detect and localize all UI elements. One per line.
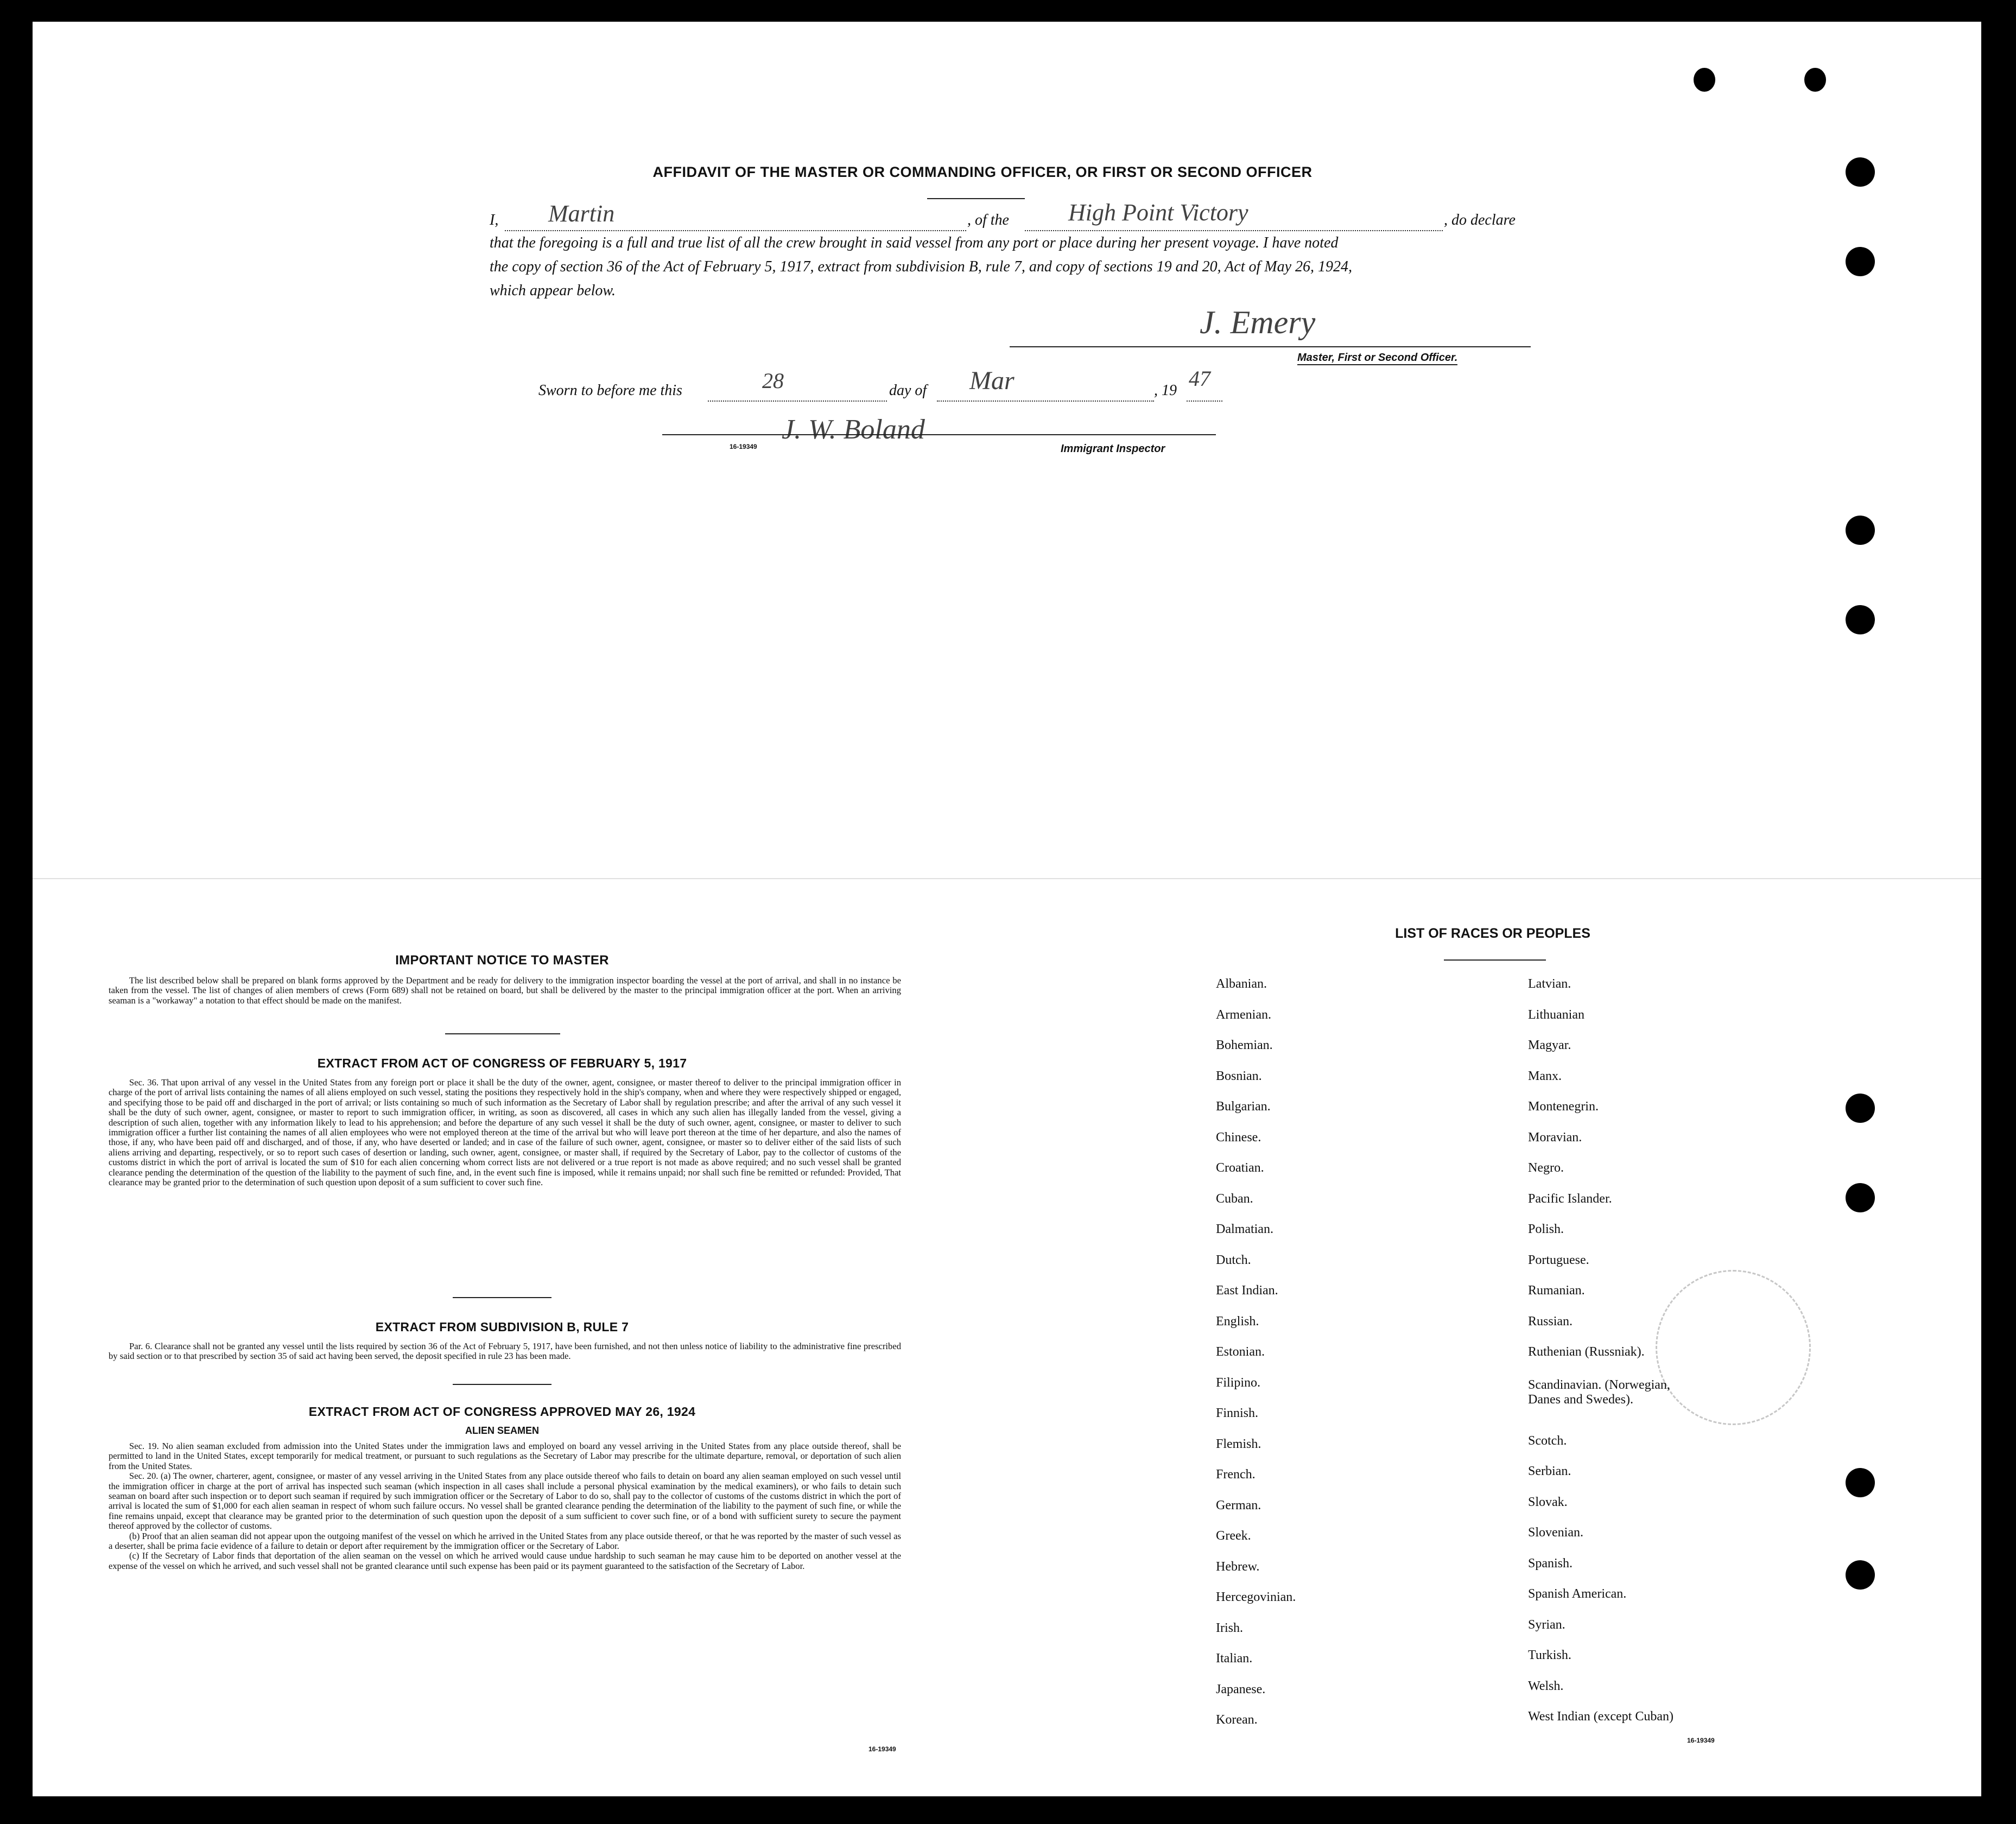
race-item: Scotch.	[1528, 1433, 1567, 1448]
race-item: Hercegovinian.	[1216, 1590, 1296, 1604]
race-item: Bosnian.	[1216, 1069, 1262, 1083]
race-item: Rumanian.	[1528, 1283, 1585, 1298]
rule-7-title: EXTRACT FROM SUBDIVISION B, RULE 7	[375, 1320, 629, 1334]
race-item: Welsh.	[1528, 1679, 1564, 1693]
races-divider	[1444, 959, 1546, 961]
master-name-handwriting: Martin	[548, 200, 615, 227]
race-item: Italian.	[1216, 1651, 1253, 1666]
sec-20c-paragraph: (c) If the Secretary of Labor finds that deportation of the alien seaman on the vessel on which he arrived would cause undue hardship to such seaman he may cause him to be deported on another vessel at the expense of the vessel on which he arrived, and such vessel shall not be granted clearance until such expense has been paid or its payment guaranteed to the satisfaction of the Secretary of Labor.	[109, 1550, 901, 1571]
notice-paragraph: The list described below shall be prepared on blank forms approved by the Department and be ready for delivery to the immigration inspector boarding the vessel at the port of arrival, and shall in no instance be taken from the vessel. The list of changes of alien members of crews (Form 689) shall not be retained on board, but shall be delivered by the master to the principal immigration officer at the port. When an arriving seaman is a "workaway" a notation to that effect should be made on the manifest.	[109, 975, 901, 1006]
race-item: Bohemian.	[1216, 1038, 1273, 1052]
race-item: Magyar.	[1528, 1038, 1571, 1052]
race-item: Estonian.	[1216, 1345, 1265, 1359]
extract-1924-subtitle: ALIEN SEAMEN	[465, 1425, 539, 1436]
race-item: Dalmatian.	[1216, 1222, 1273, 1236]
extract-1917-text	[109, 1078, 901, 1187]
race-item: Spanish.	[1528, 1556, 1573, 1571]
sworn-month-handwriting: Mar	[969, 366, 1015, 395]
document-page	[33, 22, 1981, 1796]
punch-hole	[1846, 157, 1875, 187]
punch-hole	[1846, 1468, 1875, 1497]
sec-20b-paragraph: (b) Proof that an alien seaman did not appear upon the outgoing manifest of the vessel on which he arrived in the United States from any place outside thereof, or that he was reported by the master of such vessel as a deserter, shall be prima facie evidence of a failure to detain or deport after requirement by the immigration officer or the Secretary of Labor.	[109, 1530, 901, 1552]
extract-1924-text	[109, 1441, 901, 1571]
punch-hole	[1846, 516, 1875, 545]
master-signature-caption: Master, First or Second Officer.	[1297, 352, 1457, 365]
race-item: Korean.	[1216, 1713, 1258, 1727]
punch-hole	[1694, 68, 1715, 92]
race-item: Croatian.	[1216, 1161, 1264, 1175]
race-item: Ruthenian (Russniak).	[1528, 1345, 1645, 1359]
i-label: I,	[490, 212, 499, 228]
race-item: Spanish American.	[1528, 1587, 1627, 1601]
day-of-label: day of	[889, 382, 927, 399]
races-title: LIST OF RACES OR PEOPLES	[1395, 926, 1590, 941]
race-item: Greek.	[1216, 1529, 1251, 1543]
punch-hole	[1846, 1094, 1875, 1123]
extract-1917-divider	[453, 1297, 551, 1298]
notice-title: IMPORTANT NOTICE TO MASTER	[395, 953, 609, 968]
race-item: Moravian.	[1528, 1130, 1582, 1145]
notice-form-number: 16-19349	[868, 1745, 896, 1753]
notice-divider	[445, 1033, 560, 1034]
punch-hole	[1804, 68, 1826, 92]
race-item: Bulgarian.	[1216, 1100, 1271, 1114]
faint-stamp	[1656, 1270, 1811, 1425]
master-signature-handwriting: J. Emery	[1200, 304, 1316, 340]
race-item: Cuban.	[1216, 1191, 1253, 1206]
race-item: Filipino.	[1216, 1375, 1261, 1390]
race-item: Flemish.	[1216, 1437, 1261, 1451]
vessel-name-field[interactable]	[1025, 199, 1443, 231]
declaration-line-3: which appear below.	[490, 282, 616, 299]
punch-hole	[1846, 1560, 1875, 1590]
race-item: Negro.	[1528, 1161, 1564, 1175]
race-item: Pacific Islander.	[1528, 1191, 1612, 1206]
race-item: Finnish.	[1216, 1406, 1259, 1420]
extract-1917-paragraph: Sec. 36. That upon arrival of any vessel in the United States from any foreign port or place it shall be the duty of the owner, agent, consignee, or master thereof to deliver to the principal immigration officer in charge of the port of arrival lists containing the names of all aliens employed on such vessel, stating the positions they respectively hold in the ship's company, when and where they were respectively shipped or engaged, and specifying those to be paid off and discharged in the port of arrival; or lists containing so much of such information as the Secretary of Labor shall by regulation prescribe; and after the arrival of any such vessel it shall be the duty of such owner, agent, consignee, or master to report to such immigration officer, in writing, as soon as discovered, all cases in which any such alien has illegally landed from the vessel, giving a description of such alien, together with any information likely to lead to his apprehension; and before the departure of any such vessel it shall be the duty of such owner, agent, consignee, or master to deliver to such immigration officer a further list containing the names of all alien employees who were not employed thereon at the time of the arrival but who will leave port thereon at the time of her departure, and also the names of those, if any, who have been paid off and discharged, and of those, if any, who have deserted or landed; and in case of the failure of such owner, agent, consignee, or master so to deliver either of the said lists of such aliens arriving and departing, respectively, or so to report such cases of desertion or landing, such owner, agent, consignee, or master shall, if required by the Secretary of Labor, pay to the collector of customs of the customs district in which the port of arrival is located the sum of $10 for each alien concerning whom correct lists are not delivered or a true report is not made as above required; and no such vessel shall be granted clearance pending the determination of the question of the liability to the payment of such fine, and, in the event such fine is imposed, while it remains unpaid; nor shall such fine be remitted or refunded: Provided, That clearance may be granted prior to the determination of such question upon deposit of a sum sufficient to cover such fine.	[109, 1077, 901, 1188]
vessel-name-handwriting: High Point Victory	[1068, 199, 1248, 226]
sworn-label: Sworn to before me this	[538, 382, 682, 399]
master-name-field[interactable]	[505, 200, 966, 231]
punch-hole	[1846, 1183, 1875, 1212]
race-item: Scandinavian. (Norwegian,	[1528, 1377, 1670, 1392]
race-item: Turkish.	[1528, 1648, 1571, 1662]
race-item: Syrian.	[1528, 1617, 1565, 1632]
race-item: Hebrew.	[1216, 1559, 1260, 1574]
race-item: French.	[1216, 1467, 1256, 1482]
punch-hole	[1846, 247, 1875, 276]
race-item: Portuguese.	[1528, 1253, 1589, 1267]
race-item: Armenian.	[1216, 1007, 1271, 1022]
race-item: West Indian (except Cuban)	[1528, 1709, 1673, 1724]
race-item: Dutch.	[1216, 1253, 1251, 1267]
rule-7-divider	[453, 1384, 551, 1385]
race-item: Slovak.	[1528, 1495, 1568, 1509]
sworn-year-handwriting: 47	[1189, 366, 1210, 391]
race-item: Irish.	[1216, 1620, 1243, 1635]
master-signature-line	[1010, 346, 1531, 347]
rule-7-text	[109, 1342, 901, 1362]
affidavit-title: AFFIDAVIT OF THE MASTER OR COMMANDING OFFICER, OR FIRST OR SECOND OFFICER	[652, 164, 1313, 180]
sworn-month-field[interactable]	[937, 366, 1154, 402]
race-item: Latvian.	[1528, 977, 1571, 991]
rule-7-paragraph: Par. 6. Clearance shall not be granted any vessel until the lists required by section 36 of the Act of February 5, 1917, have been furnished, and not then unless notice of liability to the administrative fine prescribed by said section or to that prescribed by section 35 of said act having been served, the deposit specified in rule 23 has been made.	[109, 1341, 901, 1362]
race-item: Japanese.	[1216, 1682, 1266, 1696]
race-item: Polish.	[1528, 1222, 1564, 1236]
notice-text	[109, 976, 901, 1006]
of-the-label: , of the	[967, 212, 1009, 228]
sworn-day-field[interactable]	[708, 368, 887, 402]
race-item: Manx.	[1528, 1069, 1562, 1083]
punch-hole	[1846, 605, 1875, 634]
sec-20a-paragraph: Sec. 20. (a) The owner, charterer, agent, consignee, or master of any vessel arriving in the United States from any place outside thereof who fails to detain on board any alien seaman employed on such vessel until the immigration officer in charge at the port of arrival has inspected such seaman (which inspection in all cases shall include a personal physical examination by the medical examiners), or who fails to detain such seaman on board after such inspection or to deport such seaman if required by such immigration officer or the Secretary of Labor to do so, shall pay to the collector of customs of the customs district in which the port of arrival is located the sum of $1,000 for each alien seaman in respect of whom such failure occurs. No vessel shall be granted clearance pending the determination of the liability to the payment of such fine, or while the fine remains unpaid, except that clearance may be granted prior to the determination of such question upon the deposit of a sum sufficient to cover such fine, or of a bond with sufficient surety to secure the payment thereof approved by the collector of customs.	[109, 1471, 901, 1531]
race-item: Albanian.	[1216, 977, 1267, 991]
inspector-signature-handwriting: J. W. Boland	[782, 414, 925, 445]
sec-19-paragraph: Sec. 19. No alien seaman excluded from admission into the United States under the immigration laws and employed on board any vessel arriving in the United States from any place outside thereof, shall be permitted to land in the United States, except temporarily for medical treatment, or pursuant to such regulations as the Secretary of Labor may prescribe for the ultimate departure, removal, or deportation of such alien from the United States.	[109, 1441, 901, 1471]
fold-line	[33, 878, 1981, 879]
sworn-year-field[interactable]	[1187, 366, 1222, 402]
declaration-line-1: that the foregoing is a full and true list of all the crew brought in said vessel from any port or place during her present voyage. I have noted	[490, 234, 1339, 251]
race-item: Slovenian.	[1528, 1526, 1583, 1540]
inspector-signature-line	[662, 434, 1216, 435]
race-item: English.	[1216, 1314, 1259, 1329]
race-item: Russian.	[1528, 1314, 1573, 1329]
title-divider	[927, 198, 1025, 199]
inspector-caption: Immigrant Inspector	[1061, 443, 1165, 455]
race-item: East Indian.	[1216, 1283, 1278, 1298]
declaration-line-2: the copy of section 36 of the Act of February 5, 1917, extract from subdivision B, rule 7, and copy of sections 19 and 20, Act of May 26, 1924,	[490, 258, 1353, 275]
sworn-day-handwriting: 28	[762, 368, 784, 393]
race-item: German.	[1216, 1498, 1261, 1512]
race-item-scandinavian-continued: Danes and Swedes).	[1528, 1393, 1633, 1407]
year-label: , 19	[1154, 382, 1177, 399]
affidavit-form-number: 16-19349	[730, 443, 757, 450]
races-form-number: 16-19349	[1687, 1737, 1715, 1744]
race-item: Lithuanian	[1528, 1007, 1584, 1022]
do-declare-label: , do declare	[1444, 212, 1516, 228]
race-item: Montenegrin.	[1528, 1100, 1599, 1114]
extract-1924-title: EXTRACT FROM ACT OF CONGRESS APPROVED MAY 26, 1924	[308, 1404, 696, 1419]
race-item: Serbian.	[1528, 1464, 1571, 1478]
extract-1917-title: EXTRACT FROM ACT OF CONGRESS OF FEBRUARY 5, 1917	[317, 1056, 687, 1070]
race-item: Chinese.	[1216, 1130, 1261, 1145]
